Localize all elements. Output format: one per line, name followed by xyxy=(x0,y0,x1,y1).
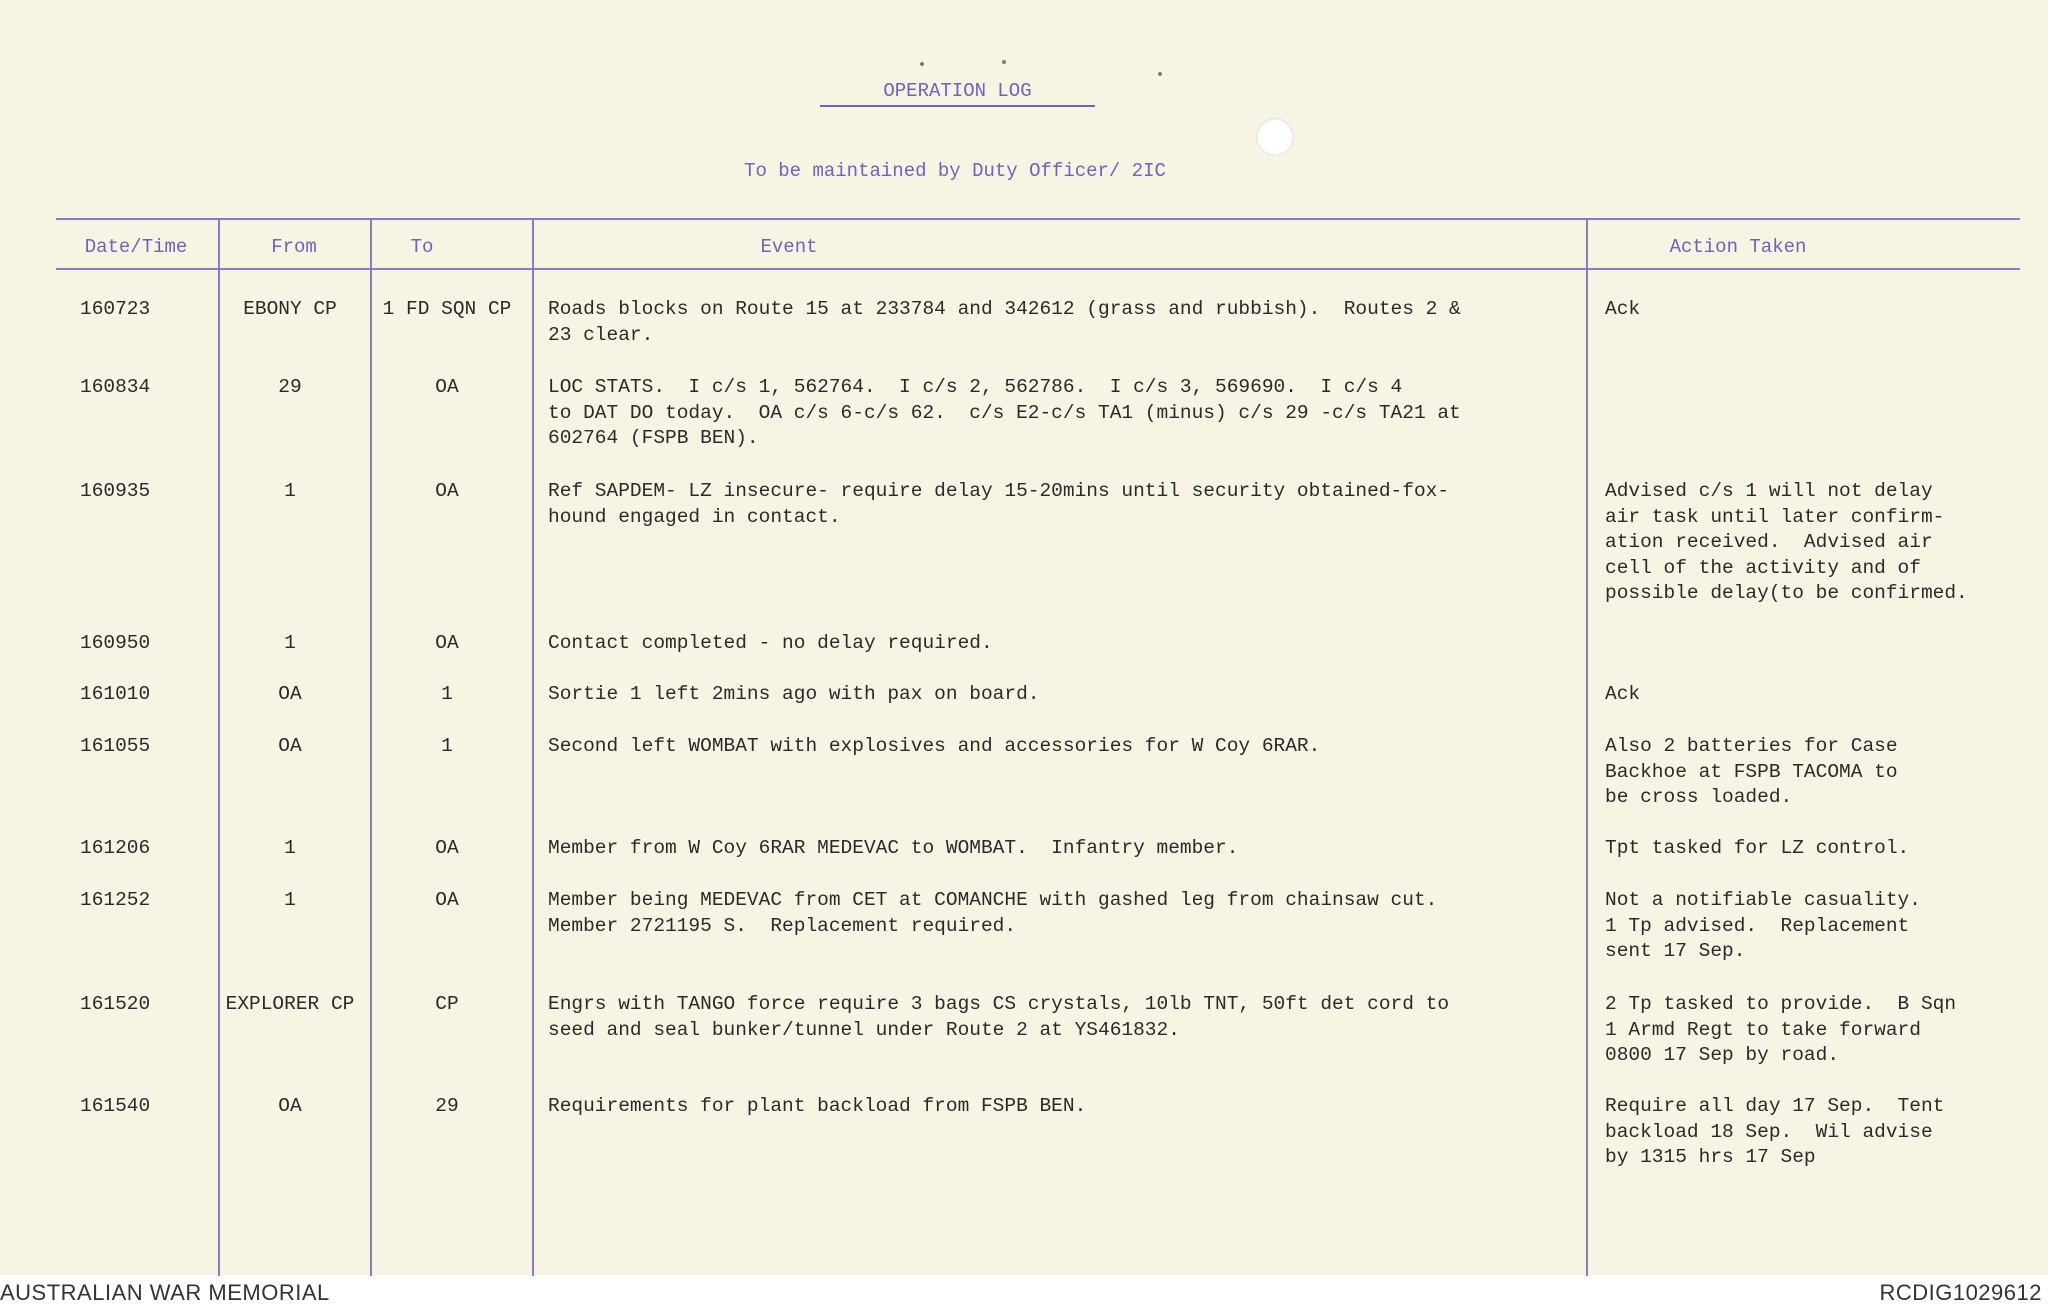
cell-datetime: 160950 xyxy=(80,632,151,654)
cell-from: OA xyxy=(278,735,302,757)
cell-from: EBONY CP xyxy=(243,298,337,320)
cell-event: Second left WOMBAT with explosives and accessories for W Coy 6RAR. xyxy=(548,735,1321,757)
cell-event: LOC STATS. I c/s 1, 562764. I c/s 2, 562786. I c/s 3, 569690. I c/s 4 to DAT DO today. OA c/s 6-c/s 62. c/s E2-c/s TA1 (minus) c/s 29 -c/s TA21 at 602764 (FSPB BEN). xyxy=(548,376,1461,449)
cell-datetime: 161540 xyxy=(80,1095,151,1117)
cell-event: Engrs with TANGO force require 3 bags CS crystals, 10lb TNT, 50ft det cord to seed and seal bunker/tunnel under Route 2 at YS461832. xyxy=(548,993,1450,1041)
cell-action: Tpt tasked for LZ control. xyxy=(1605,837,1910,859)
cell-event: Sortie 1 left 2mins ago with pax on board. xyxy=(548,683,1040,705)
footer-reference: RCDIG1029612 xyxy=(1879,1280,2042,1305)
cell-datetime: 161252 xyxy=(80,889,151,911)
footer-institution: AUSTRALIAN WAR MEMORIAL xyxy=(0,1280,330,1305)
cell-to: OA xyxy=(435,837,459,859)
staple-mark xyxy=(1158,72,1162,76)
cell-datetime: 160834 xyxy=(80,376,151,398)
cell-datetime: 160935 xyxy=(80,480,151,502)
column-divider xyxy=(532,220,534,1276)
cell-to: 1 xyxy=(441,735,453,757)
cell-from: 1 xyxy=(284,480,296,502)
cell-to: OA xyxy=(435,376,459,398)
cell-datetime: 161206 xyxy=(80,837,151,859)
staple-mark xyxy=(1002,60,1006,64)
cell-event: Member from W Coy 6RAR MEDEVAC to WOMBAT. Infantry member. xyxy=(548,837,1239,859)
header-from: From xyxy=(271,236,317,258)
cell-event: Member being MEDEVAC from CET at COMANCHE with gashed leg from chainsaw cut. Member 2721195 S. Replacement required. xyxy=(548,889,1438,937)
cell-action: Ack xyxy=(1605,683,1641,705)
document-subtitle: To be maintained by Duty Officer/ 2IC xyxy=(744,160,1166,182)
cell-datetime: 161010 xyxy=(80,683,151,705)
cell-from: 1 xyxy=(284,837,296,859)
cell-event: Requirements for plant backload from FSPB BEN. xyxy=(548,1095,1087,1117)
cell-from: EXPLORER CP xyxy=(225,993,355,1015)
column-divider xyxy=(1586,220,1588,1276)
cell-to: 1 FD SQN CP xyxy=(382,298,512,320)
cell-from: 29 xyxy=(278,376,302,398)
header-to: To xyxy=(410,236,434,258)
cell-event: Roads blocks on Route 15 at 233784 and 342612 (grass and rubbish). Routes 2 & 23 clear. xyxy=(548,298,1461,346)
table-top-rule xyxy=(56,218,2020,220)
cell-to: 29 xyxy=(435,1095,459,1117)
document-title: OPERATION LOG xyxy=(883,80,1032,102)
cell-from: OA xyxy=(278,1095,302,1117)
cell-to: CP xyxy=(435,993,459,1015)
cell-event: Ref SAPDEM- LZ insecure- require delay 15-20mins until security obtained-fox- hound engaged in contact. xyxy=(548,480,1450,528)
cell-to: OA xyxy=(435,889,459,911)
cell-datetime: 161055 xyxy=(80,735,151,757)
cell-action: Ack xyxy=(1605,298,1641,320)
cell-datetime: 161520 xyxy=(80,993,151,1015)
cell-to: 1 xyxy=(441,683,453,705)
cell-action: Also 2 batteries for Case Backhoe at FSPB TACOMA to be cross loaded. xyxy=(1605,735,1898,808)
punch-hole xyxy=(1256,118,1294,156)
cell-from: 1 xyxy=(284,632,296,654)
cell-event: Contact completed - no delay required. xyxy=(548,632,993,654)
cell-datetime: 160723 xyxy=(80,298,151,320)
staple-mark xyxy=(920,62,924,66)
cell-action: 2 Tp tasked to provide. B Sqn 1 Armd Regt to take forward 0800 17 Sep by road. xyxy=(1605,993,1957,1066)
title-underline xyxy=(820,105,1095,107)
cell-from: OA xyxy=(278,683,302,705)
cell-to: OA xyxy=(435,632,459,654)
header-event: Event xyxy=(760,236,818,258)
cell-action: Advised c/s 1 will not delay air task until later confirm- ation received. Advised air cell of the activity and of possible delay(to be confirmed. xyxy=(1605,480,1968,604)
header-action: Action Taken xyxy=(1669,236,1807,258)
cell-from: 1 xyxy=(284,889,296,911)
cell-action: Require all day 17 Sep. Tent backload 18 Sep. Wil advise by 1315 hrs 17 Sep xyxy=(1605,1095,1945,1168)
cell-action: Not a notifiable casuality. 1 Tp advised. Replacement sent 17 Sep. xyxy=(1605,889,1921,962)
cell-to: OA xyxy=(435,480,459,502)
header-datetime: Date/Time xyxy=(84,236,188,258)
table-header-rule xyxy=(56,268,2020,270)
